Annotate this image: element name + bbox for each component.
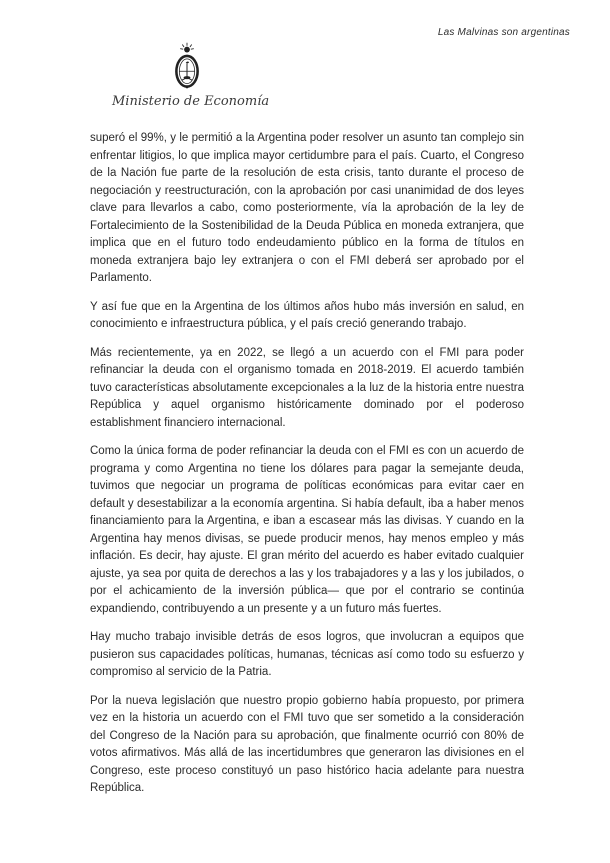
document-body [90,130,524,809]
paragraph: Como la única forma de poder refinanciar la deuda con el FMI es con un acuerdo de programa y como Argentina no tiene los dólares para pagar la semejante deuda, tuvimos que negociar un programa de políticas económicas para evitar caer en default y desestabilizar a la economía argentina. Si había default, iba a haber menos financiamiento para la Argentina, e iban a escasear más las divisas. Y cuando en la Argentina hay menos divisas, se puede producir menos, hay menos empleo y más inflación. Es decir, hay ajuste. El gran mérito del acuerdo es haber evitado cualquier ajuste, ya sea por quita de derechos a las y los trabajadores y a las y los jubilados, o por el achicamiento de la inversión pública— que por el contrario se continúa expandiendo, contribuyendo a un presente y a un futuro más fuertes. [90,445,524,615]
ministry-name: Ministerio de Economía [112,94,270,109]
argentina-coat-of-arms-icon [112,42,262,92]
paragraph: Por la nueva legislación que nuestro propio gobierno había propuesto, por primera vez en la historia un acuerdo con el FMI tuvo que ser sometido a la consideración del Congreso de la Nación para su aprobación, que finalmente ocurrió con 80% de votos afirmativos. Más allá de las incertidumbres que generaron las divisiones en el Congreso, este proceso constituyó un paso histórico hacia adelante para nuestra República. [90,694,524,794]
paragraph: superó el 99%, y le permitió a la Argentina poder resolver un asunto tan complejo sin enfrentar litigios, lo que implica mayor certidumbre para el país. Cuarto, el Congreso de la Nación fue parte de la resolución de esta crisis, tanto durante el proceso de negociación y reestructuración, con la aprobación por casi unanimidad de dos leyes clave para llevarlos a cabo, como posteriormente, vía la aprobación de la ley de Fortalecimiento de la Sostenibilidad de la Deuda Pública en moneda extranjera, que implica que en el futuro todo endeudamiento público en la forma de títulos en moneda extranjera bajo ley extranjera o con el FMI deberá ser aprobado por el Parlamento. [90,132,524,284]
paragraph: Y así fue que en la Argentina de los últimos años hubo más inversión en salud, en conocimiento e infraestructura pública, y el país creció generando trabajo. [90,300,524,330]
ministry-logo-block [112,42,270,109]
paragraph: Hay mucho trabajo invisible detrás de esos logros, que involucran a equipos que pusieron sus capacidades políticas, humanas, técnicas así como todo su esfuerzo y compromiso al servicio de la Patria. [90,631,524,678]
header-slogan: Las Malvinas son argentinas [437,27,570,38]
paragraph: Más recientemente, ya en 2022, se llegó a un acuerdo con el FMI para poder refinanciar la deuda con el organismo tomada en 2018-2019. El acuerdo también tuvo características absolutamente excepcionales a la luz de la historia entre nuestra República y aquel organismo históricamente dominado por el poderoso establishment financiero internacional. [90,346,524,429]
